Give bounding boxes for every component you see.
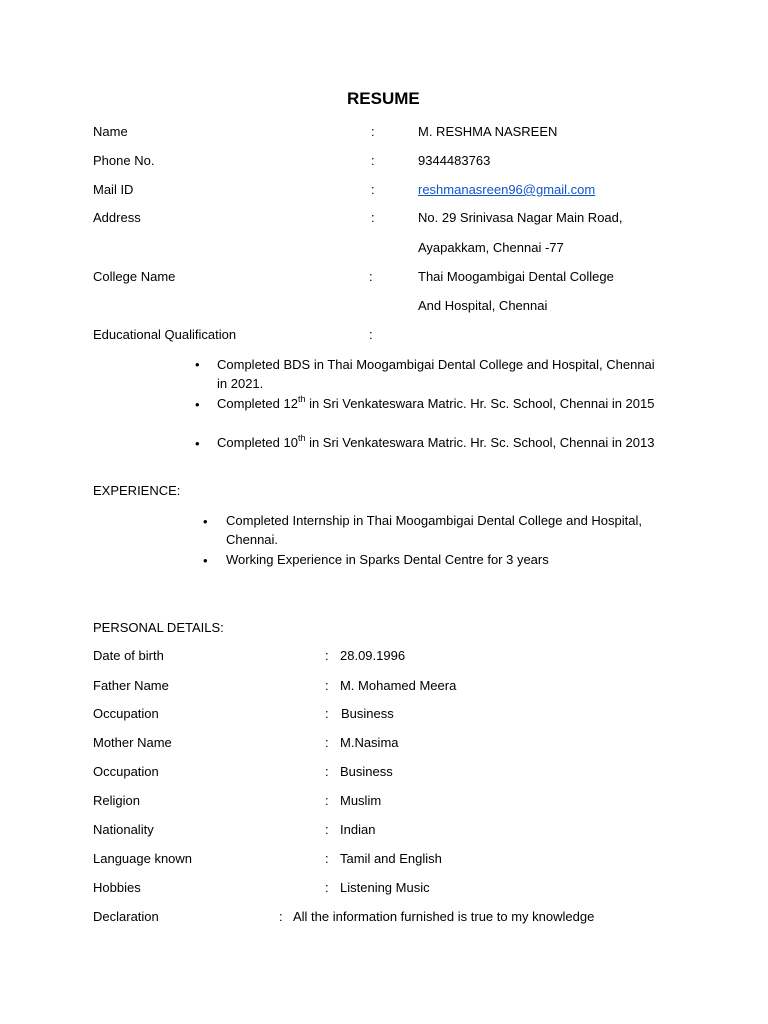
- name-sep: :: [371, 124, 375, 139]
- education-item-bds: Completed BDS in Thai Moogambigai Dental College and Hospital, Chennai in 2021.: [217, 357, 655, 391]
- education-12th-pre: Completed 12: [217, 396, 298, 411]
- personal-row-value: M. Mohamed Meera: [340, 678, 457, 693]
- personal-row-label: Occupation: [93, 764, 159, 779]
- personal-row-sep: :: [325, 678, 329, 693]
- bullet-icon: •: [195, 397, 200, 412]
- personal-row-label: Hobbies: [93, 880, 141, 895]
- phone-sep: :: [371, 153, 375, 168]
- personal-row-sep: :: [325, 648, 329, 663]
- college-line-1: Thai Moogambigai Dental College: [418, 269, 614, 284]
- personal-row-sep: :: [325, 793, 329, 808]
- education-12th-sup: th: [297, 393, 306, 404]
- personal-row-sep: :: [325, 822, 329, 837]
- education-item-10th: [217, 433, 667, 452]
- college-sep: :: [369, 269, 373, 284]
- bullet-icon: •: [195, 436, 200, 451]
- education-10th-sup: th: [297, 432, 306, 443]
- personal-row-label: Father Name: [93, 678, 169, 693]
- declaration-text: All the information furnished is true to my knowledge: [293, 909, 595, 924]
- personal-row-value: Muslim: [340, 793, 382, 808]
- address-label: Address: [93, 210, 141, 225]
- education-item-12th: [217, 394, 667, 413]
- personal-row-label: Religion: [93, 793, 140, 808]
- education-12th-post: in Sri Venkateswara Matric. Hr. Sc. School, Chennai in 2015: [305, 396, 655, 411]
- personal-row-label: Date of birth: [93, 648, 164, 663]
- personal-row-value: Business: [340, 764, 393, 779]
- experience-item: Completed Internship in Thai Moogambigai Dental College and Hospital, Chennai.: [226, 513, 642, 547]
- college-line-2: And Hospital, Chennai: [418, 298, 548, 313]
- personal-row-value: M.Nasima: [340, 735, 399, 750]
- page-title: RESUME: [347, 89, 420, 108]
- address-line-2: Ayapakkam, Chennai -77: [418, 240, 564, 255]
- email-link[interactable]: reshmanasreen96@gmail.com: [418, 182, 596, 197]
- phone-label: Phone No.: [93, 153, 155, 168]
- personal-row-sep: :: [325, 880, 329, 895]
- personal-row-value: 28.09.1996: [340, 648, 406, 663]
- personal-row-label: Mother Name: [93, 735, 172, 750]
- personal-row-sep: :: [325, 764, 329, 779]
- personal-row-label: Occupation: [93, 706, 159, 721]
- personal-row-sep: :: [325, 706, 329, 721]
- mail-label: Mail ID: [93, 182, 134, 197]
- phone-value: 9344483763: [418, 153, 491, 168]
- personal-heading: PERSONAL DETAILS:: [93, 620, 224, 635]
- experience-heading: EXPERIENCE:: [93, 483, 181, 498]
- personal-row-value: Tamil and English: [340, 851, 442, 866]
- bullet-icon: •: [203, 553, 208, 568]
- experience-item: Working Experience in Sparks Dental Centre for 3 years: [226, 552, 549, 567]
- education-sep: :: [369, 327, 373, 342]
- bullet-icon: •: [195, 357, 200, 372]
- declaration-sep: :: [279, 909, 283, 924]
- name-value: M. RESHMA NASREEN: [418, 124, 558, 139]
- personal-row-value: Business: [341, 706, 394, 721]
- personal-row-label: Nationality: [93, 822, 154, 837]
- education-label: Educational Qualification: [93, 327, 237, 342]
- bullet-icon: •: [203, 514, 208, 529]
- education-10th-pre: Completed 10: [217, 435, 298, 450]
- address-line-1: No. 29 Srinivasa Nagar Main Road,: [418, 210, 623, 225]
- personal-row-value: Listening Music: [340, 880, 430, 895]
- personal-row-sep: :: [325, 851, 329, 866]
- name-label: Name: [93, 124, 128, 139]
- address-sep: :: [371, 210, 375, 225]
- personal-row-label: Language known: [93, 851, 193, 866]
- college-label: College Name: [93, 269, 176, 284]
- personal-row-sep: :: [325, 735, 329, 750]
- education-10th-post: in Sri Venkateswara Matric. Hr. Sc. School, Chennai in 2013: [305, 435, 655, 450]
- personal-row-value: Indian: [340, 822, 376, 837]
- declaration-label: Declaration: [93, 909, 159, 924]
- mail-sep: :: [371, 182, 375, 197]
